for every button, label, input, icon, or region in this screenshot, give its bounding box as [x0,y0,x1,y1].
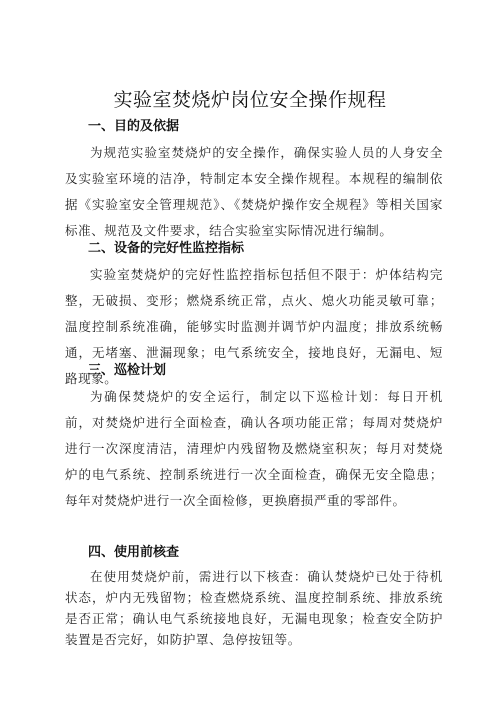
document-title: 实验室焚烧炉岗位安全操作规程 [113,89,387,111]
section-heading-pre-use-check: 四、使用前核查 [88,545,180,560]
section-body-purpose: 为规范实验室焚烧炉的安全操作，确保实验人员的人身安全及实验室环境的洁净，特制定本安全操作规程。本规程的编制依据《实验室安全管理规范》、《焚烧炉操作安全规程》等相关国家标准、规范及文件要求，结合实验室实际情况进行编制。 [65,145,443,238]
section-body-inspection-plan: 为确保焚烧炉的安全运行，制定以下巡检计划：每日开机前，对焚烧炉进行全面检查，确认各项功能正常；每周对焚烧炉进行一次深度清洁，清理炉内残留物及燃烧室积灰；每月对焚烧炉的电气系统、控制系统进行一次全面检查，确保无安全隐患；每年对焚烧炉进行一次全面检修，更换磨损严重的零部件。 [65,389,443,508]
section-body-integrity-indicators: 实验室焚烧炉的完好性监控指标包括但不限于：炉体结构完整，无破损、变形；燃烧系统正常，点火、熄火功能灵敏可靠；温度控制系统准确，能够实时监测并调节炉内温度；排放系统畅通，无堵塞、泄漏现象；电气系统安全，接地良好，无漏电、短路现象。 [65,267,443,386]
section-heading-purpose: 一、目的及依据 [88,119,180,134]
section-body-pre-use-check: 在使用焚烧炉前，需进行以下核查：确认焚烧炉已处于待机状态，炉内无残留物；检查燃烧系统、温度控制系统、排放系统是否正常；确认电气系统接地良好，无漏电现象；检查安全防护装置是否完好，如防护罩、急停按钮等。 [65,569,443,647]
section-heading-integrity-indicators: 二、设备的完好性监控指标 [88,241,245,256]
section-heading-inspection-plan: 三、巡检计划 [88,363,167,378]
